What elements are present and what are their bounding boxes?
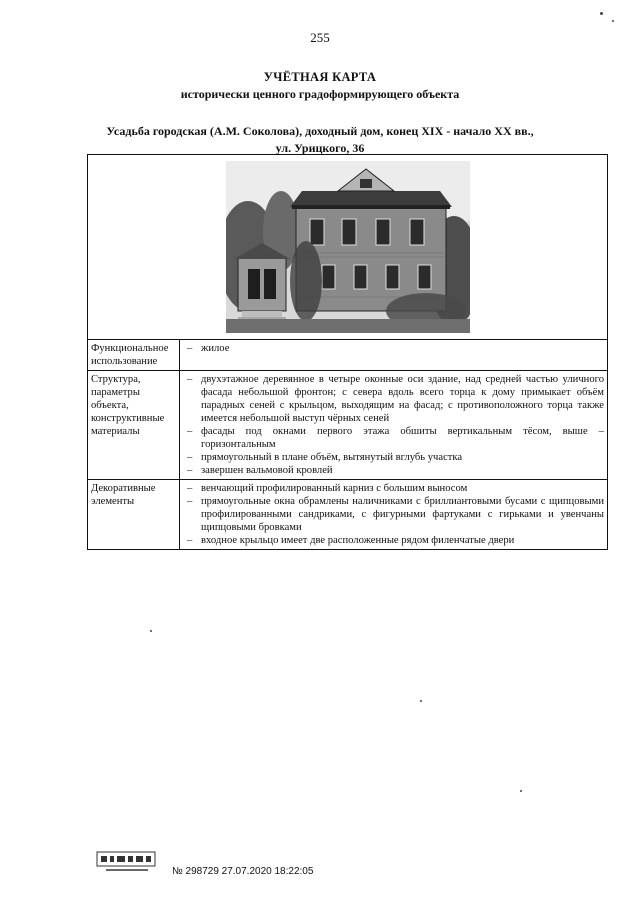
list-item: – прямоугольные окна обрамлены наличниками с бриллиантовыми бусами с щипцовыми профилированными сандриками, с фигурными фартуками с гирьками и увенчаны щипцовыми бровками	[183, 495, 604, 534]
row-label-text: Декоративные элементы	[91, 483, 156, 507]
page-number: 255	[310, 30, 330, 45]
list-item: – жилое	[183, 342, 604, 355]
object-address-line: ул. Урицкого, 36	[275, 141, 365, 155]
object-description	[30, 123, 610, 157]
row-label-text: Функциональное использование	[91, 343, 169, 367]
scan-speck	[420, 700, 422, 702]
list-item: – двухэтажное деревянное в четыре оконные оси здание, над средней частью уличного фасада небольшой фронтон; с севера вдоль всего торца к дому примыкает объём парадных сеней с крыльцом, выходящим на фасад; с противоположного торца также имеется небольшой выступ чёрных сеней	[183, 373, 604, 425]
row-content	[180, 340, 608, 371]
scan-speck	[520, 790, 522, 792]
photo-cell	[88, 155, 608, 340]
row-content	[180, 480, 608, 550]
document-meta	[172, 866, 313, 877]
list-item: – венчающий профилированный карниз с большим выносом	[183, 482, 604, 495]
scan-speck	[612, 20, 614, 22]
record-card-table	[87, 154, 608, 550]
card-title: УЧЁТНАЯ КАРТА	[263, 70, 377, 84]
title-block	[30, 70, 610, 102]
row-structure	[88, 371, 608, 480]
row-label	[88, 340, 180, 371]
row-content	[180, 371, 608, 480]
building-photo	[226, 161, 470, 333]
row-label	[88, 371, 180, 480]
list-item: – входное крыльцо имеет две расположенные рядом филенчатые двери	[183, 534, 604, 547]
list-item: – фасады под окнами первого этажа обшиты вертикальным тёсом, выше – горизонтальным	[183, 425, 604, 451]
scan-speck	[150, 630, 152, 632]
list-item: – прямоугольный в плане объём, вытянутый вглубь участка	[183, 451, 604, 464]
scan-speck	[600, 12, 603, 15]
row-decor	[88, 480, 608, 550]
row-label	[88, 480, 180, 550]
card-subtitle: исторически ценного градоформирующего объекта	[180, 87, 460, 101]
row-label-text: Структура, параметры объекта, конструктивные материалы	[91, 374, 165, 437]
document-timestamp: 27.07.2020 18:22:05	[221, 866, 314, 877]
stamp-icon	[96, 848, 158, 874]
photo-row	[88, 155, 608, 340]
document-number: № 298729	[172, 866, 219, 877]
object-name-line: Усадьба городская (А.М. Соколова), доходный дом, конец XIX - начало XX вв.,	[106, 124, 534, 138]
list-item: – завершен вальмовой кровлей	[183, 464, 604, 477]
row-function	[88, 340, 608, 371]
